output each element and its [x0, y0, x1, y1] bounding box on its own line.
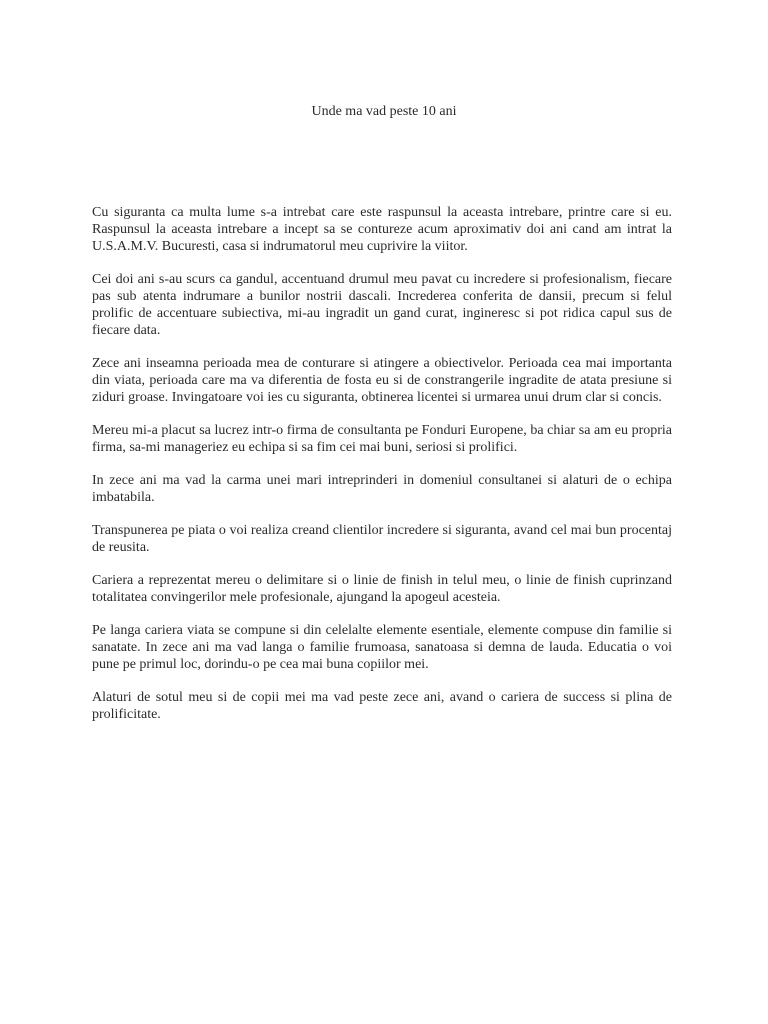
document-body [92, 204, 672, 739]
paragraph: Cei doi ani s-au scurs ca gandul, accentuand drumul meu pavat cu incredere si profesionalism, fiecare pas sub atenta indrumare a bunilor nostrii dascali. Increderea conferita de dansii, precum si felul prolific de accentuare subiectiva, mi-au ingradit un gand curat, ingineresc si pot ridica capul sus de fiecare data. [92, 272, 672, 338]
paragraph: Mereu mi-a placut sa lucrez intr-o firma de consultanta pe Fonduri Europene, ba chiar sa am eu propria firma, sa-mi manageriez eu echipa si sa fim cei mai buni, seriosi si prolifici. [92, 423, 672, 455]
paragraph: Zece ani inseamna perioada mea de conturare si atingere a obiectivelor. Perioada cea mai importanta din viata, perioada care ma va diferentia de fosta eu si de constrangerile ingradite de atata presiune si ziduri groase. Invingatoare voi ies cu siguranta, obtinerea licentei si urmarea unui drum clar si concis. [92, 356, 672, 405]
paragraph: Alaturi de sotul meu si de copii mei ma vad peste zece ani, avand o cariera de success si plina de prolificitate. [92, 690, 672, 722]
paragraph: Cariera a reprezentat mereu o delimitare si o linie de finish in telul meu, o linie de finish cuprinzand totalitatea convingerilor mele profesionale, ajungand la apogeul acesteia. [92, 573, 672, 605]
paragraph: Transpunerea pe piata o voi realiza creand clientilor incredere si siguranta, avand cel mai bun procentaj de reusita. [92, 523, 672, 555]
document-title: Unde ma vad peste 10 ani [311, 104, 457, 119]
paragraph: In zece ani ma vad la carma unei mari intreprinderi in domeniul consultanei si alaturi de o echipa imbatabila. [92, 473, 672, 505]
paragraph: Pe langa cariera viata se compune si din celelalte elemente esentiale, elemente compuse din familie si sanatate. In zece ani ma vad langa o familie frumoasa, sanatoasa si demna de lauda. Educatia o voi pune pe primul loc, dorindu-o pe cea mai buna copiilor mei. [92, 623, 672, 672]
paragraph: Cu siguranta ca multa lume s-a intrebat care este raspunsul la aceasta intrebare, printre care si eu. Raspunsul la aceasta intrebare a incept sa se contureze acum aproximativ doi ani cand am intrat la U.S.A.M.V. Bucuresti, casa si indrumatorul meu cuprivire la viitor. [92, 205, 672, 254]
